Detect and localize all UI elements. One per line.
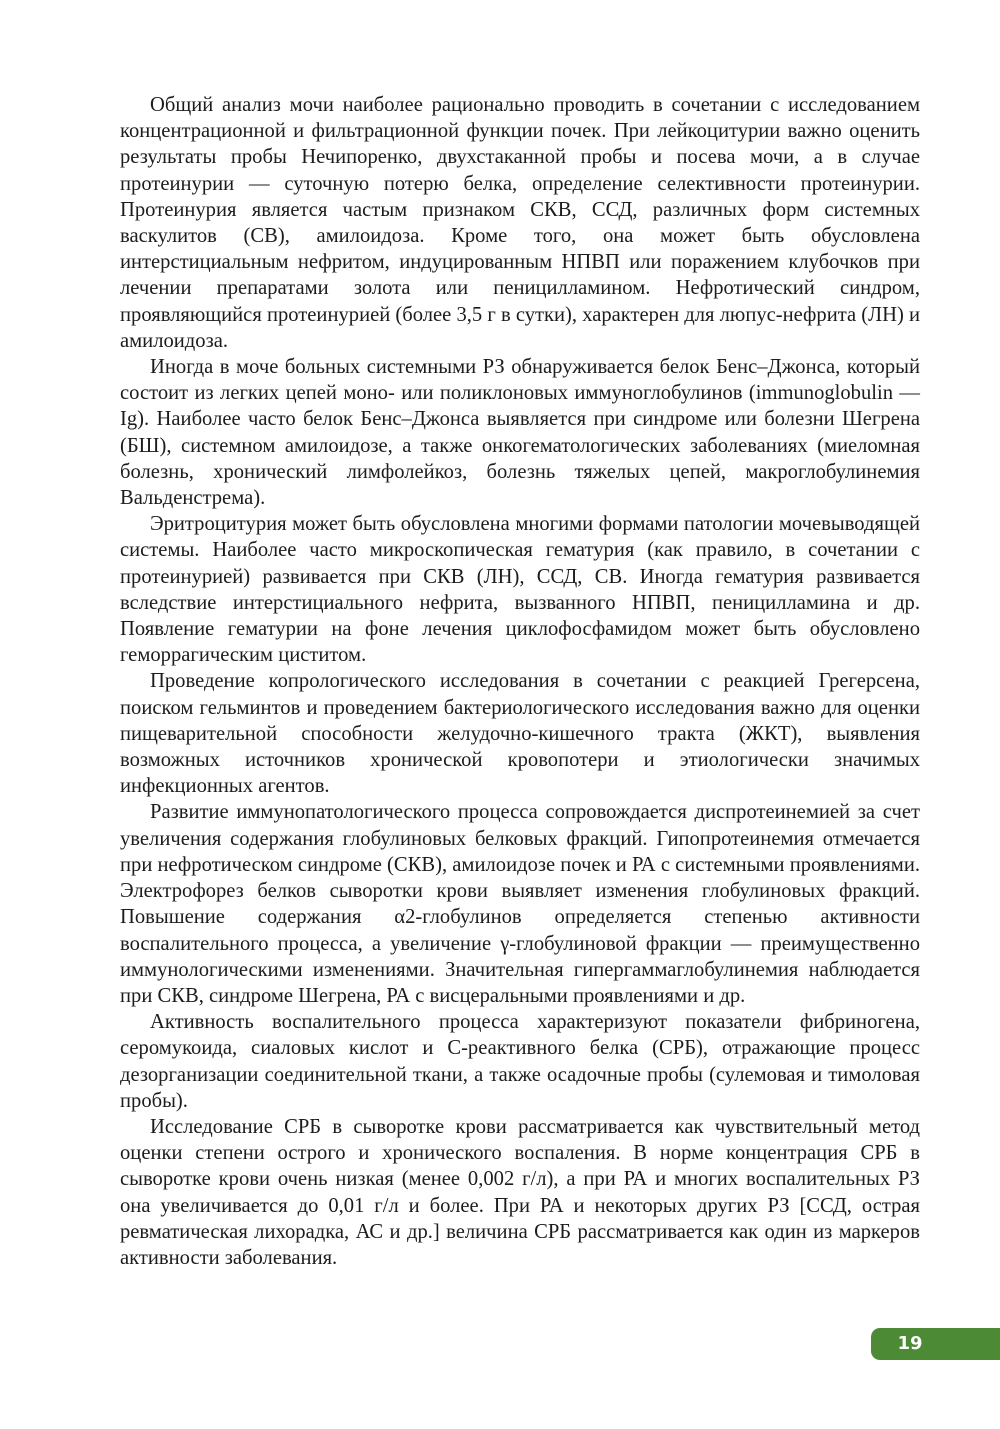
- paragraph-urinalysis: Общий анализ мочи наиболее рационально проводить в сочетании с исследованием концентрационной и фильтрационной функции почек. При лейкоцитурии важно оценить результаты пробы Нечипоренко, двухстаканной пробы и посева мочи, а в случае протеинурии — суточную потерю белка, определение селективности протеинурии. Протеинурия является частым признаком СКВ, ССД, различных форм системных васкулитов (СВ), амилоидоза. Кроме того, она может быть обусловлена интерстициальным нефритом, индуцированным НПВП или поражением клубочков при лечении препаратами золота или пеницилламином. Нефротический синдром, проявляющийся протеинурией (более 3,5 г в сутки), характерен для люпус-нефрита (ЛН) и амилоидоза.: [120, 94, 920, 352]
- paragraph-inflammation-activity: Активность воспалительного процесса характеризуют показатели фибриногена, серомукоида, сиаловых кислот и С-реактивного белка (СРБ), отражающие процесс дезорганизации соединительной ткани, а также осадочные пробы (сулемовая и тимоловая пробы).: [120, 1011, 920, 1112]
- paragraph-coprological-study: Проведение копрологического исследования в сочетании с реакцией Грегерсена, поиском гельминтов и проведением бактериологического исследования важно для оценки пищеварительной способности желудочно-кишечного тракта (ЖКТ), выявления возможных источников хронической кровопотери и этиологически значимых инфекционных агентов.: [120, 670, 920, 798]
- body-text: [120, 92, 920, 1271]
- paragraph-bence-jones-protein: Иногда в моче больных системными РЗ обнаруживается белок Бенс–Джонса, который состоит из легких цепей моно- или поликлоновых иммуноглобулинов (immunoglobulin — Ig). Наиболее часто белок Бенс–Джонса выявляется при синдроме или болезни Шегрена (БШ), системном амилоидозе, а также онкогематологических заболеваниях (миеломная болезнь, хронический лимфолейкоз, болезнь тяжелых цепей, макроглобулинемия Вальденстрема).: [120, 356, 920, 510]
- paragraph-dysproteinemia: Развитие иммунопатологического процесса сопровождается диспротеинемией за счет увеличения содержания глобулиновых белковых фракций. Гипопротеинемия отмечается при нефротическом синдроме (СКВ), амилоидозе почек и РА с системными проявлениями. Электрофорез белков сыворотки крови выявляет изменения глобулиновых фракций. Повышение содержания α2-глобулинов определяется степенью активности воспалительного процесса, а увеличение γ-глобулиновой фракции — преимущественно иммунологическими изменениями. Значительная гипергаммаглобулинемия наблюдается при СКВ, синдроме Шегрена, РА с висцеральными проявлениями и др.: [120, 801, 920, 1007]
- page-number-tab: [871, 1328, 1000, 1360]
- page-number: 19: [897, 1333, 923, 1354]
- paragraph-erythrocyturia: Эритроцитурия может быть обусловлена многими формами патологии мочевыводящей системы. Наиболее часто микроскопическая гематурия (как правило, в сочетании с протеинурией) развивается при СКВ (ЛН), ССД, СВ. Иногда гематурия развивается вследствие интерстициального нефрита, вызванного НПВП, пеницилламина и др. Появление гематурии на фоне лечения циклофосфамидом может быть обусловлено геморрагическим циститом.: [120, 513, 920, 667]
- paragraph-crp-study: Исследование СРБ в сыворотке крови рассматривается как чувствительный метод оценки степени острого и хронического воспаления. В норме концентрация СРБ в сыворотке крови очень низкая (менее 0,002 г/л), а при РА и многих воспалительных РЗ она увеличивается до 0,01 г/л и более. При РА и некоторых других РЗ [ССД, острая ревматическая лихорадка, АС и др.] величина СРБ рассматривается как один из маркеров активности заболевания.: [120, 1115, 920, 1269]
